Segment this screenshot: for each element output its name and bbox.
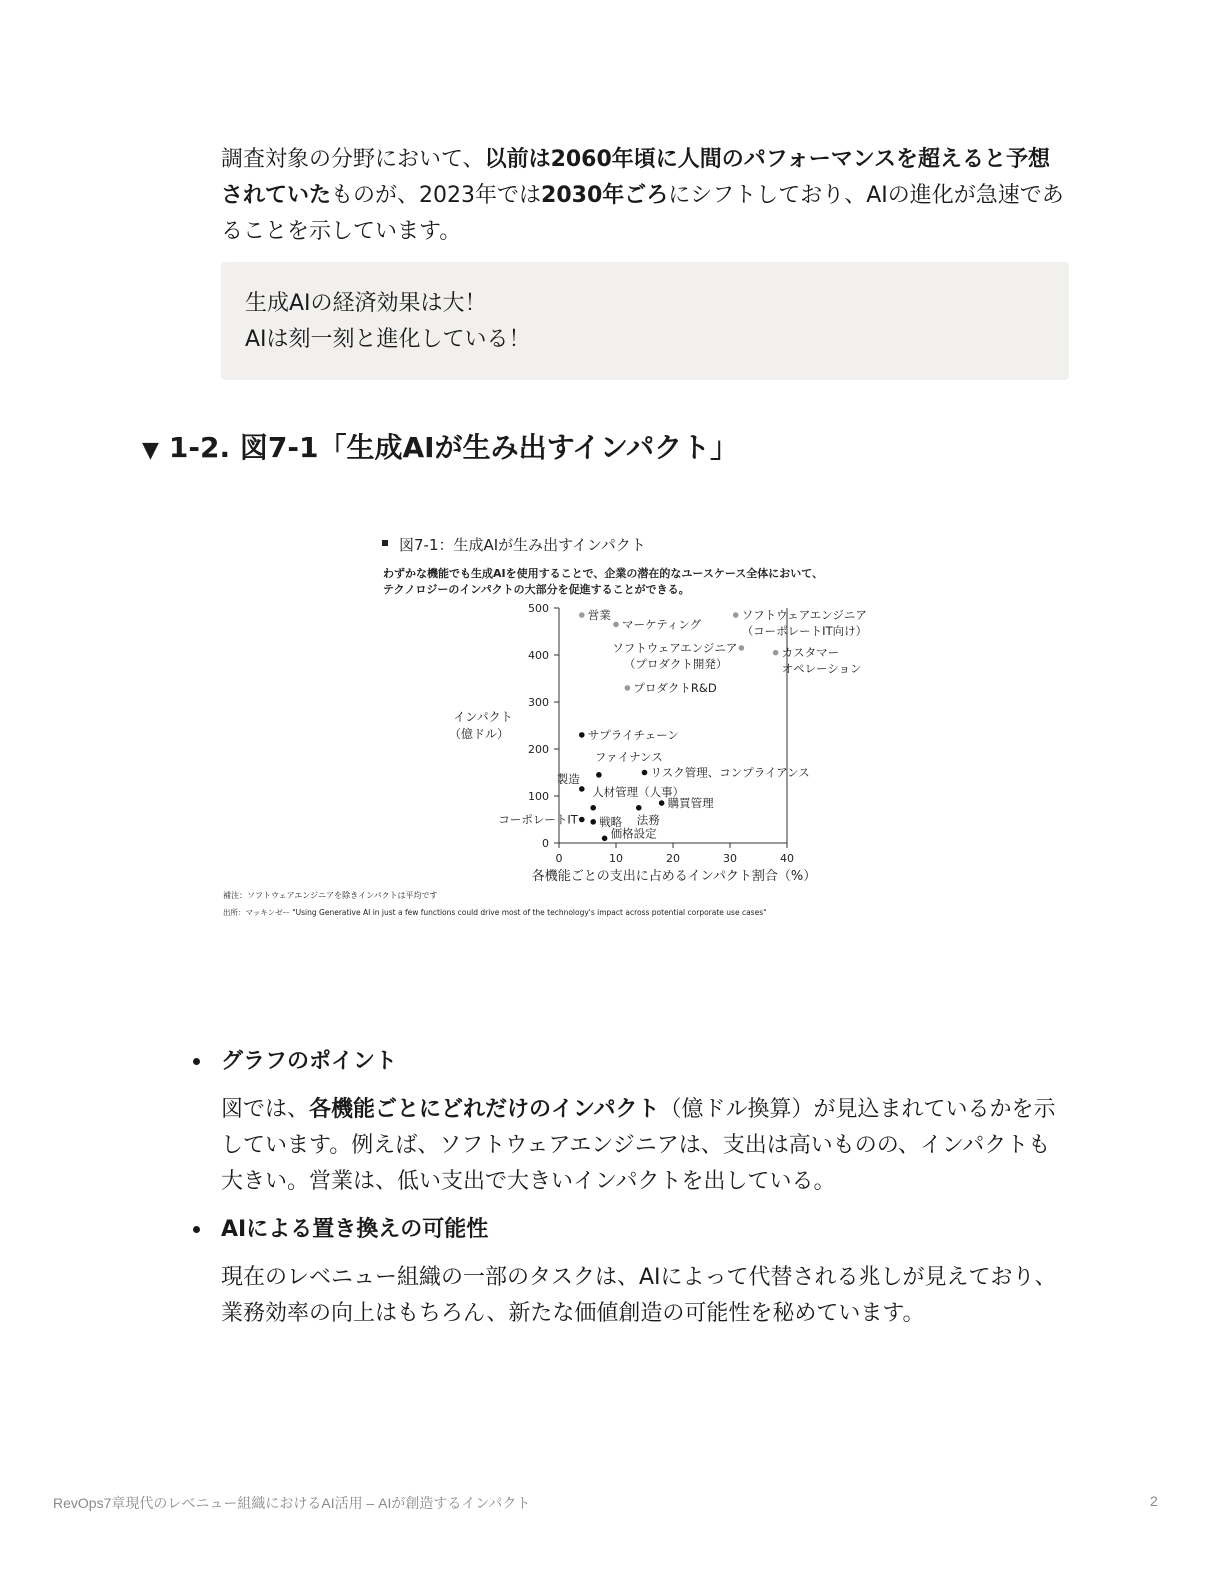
x-axis-label: 各機能ごとの支出に占めるインパクト割合（%） [531,869,817,884]
footer-title: RevOps7章現代のレベニュー組織におけるAI活用 – AIが創造するインパクト [53,1495,531,1511]
section-heading-text: 1-2. 図7-1「生成AIが生み出すインパクト」 [168,431,739,464]
x-tick-label: 0 [555,852,563,865]
data-point [613,622,619,628]
callout-line-1: 生成AIの経済効果は大！ [245,291,487,316]
figure-subtitle-2: テクノロジーのインパクトの大部分を促進することができる。 [383,583,690,596]
bullet-1-bold: 各機能ごとにどれだけのインパクト [309,1097,660,1122]
bullet-2-body: 現在のレベニュー組織の一部のタスクは、AIによって代替される兆しが見えており、業務効率の向上はもちろん、新たな価値創造の可能性を秘めています。 [221,1265,1057,1326]
data-point [642,770,648,776]
bullet-dot-icon [193,1058,200,1065]
data-point [596,772,602,778]
bullet-dot-icon [193,1226,200,1233]
section-heading [142,428,738,471]
bullet-1-title: グラフのポイント [221,1049,398,1074]
figure-bullet-icon [382,540,388,546]
data-point [659,800,665,806]
data-point-label: 価格設定 [610,826,657,841]
y-tick-label: 200 [528,743,549,756]
data-point-label: ソフトウェアエンジニア [741,608,867,623]
data-point-label-2: （プロダクト開発） [623,656,728,671]
y-tick-label: 400 [528,649,549,662]
data-point-label-2: （コーポレートIT向け） [741,624,868,639]
data-point-label: 営業 [587,608,611,623]
intro-bold-2: 2030年ごろ [541,183,669,208]
y-axis-label-2: （億ドル） [448,727,510,741]
y-axis-label-1: インパクト [453,710,513,724]
data-point [579,612,585,618]
data-point-label: 法務 [636,812,660,827]
data-point [590,805,596,811]
page-number: 2 [1150,1493,1158,1509]
x-tick-label: 40 [780,852,794,865]
data-point [636,805,642,811]
data-point-label: コーポレートIT [498,812,578,827]
bullet-1-body: 図では、各機能ごとにどれだけのインパクト（億ドル換算）が見込まれているかを示しています。例えば、ソフトウェアエンジニアは、支出は高いものの、インパクトも大きい。営業は、低い支出で大きいインパクトを出している。 [221,1097,1056,1194]
figure-source: 出所：マッキンゼー "Using Generative AI in just a few functions could drive most of the technology's impact across potential corporate use cases" [223,908,767,917]
data-point [579,786,585,792]
scatter-chart [221,530,921,930]
data-point-label: ソフトウェアエンジニア [612,640,738,655]
y-tick-label: 300 [528,696,549,709]
figure-7-1 [221,530,921,930]
data-point-label: リスク管理、コンプライアンス [650,765,810,780]
data-point-label: ファイナンス [594,749,663,764]
figure-subtitle-1: わずかな機能でも生成AIを使用することで、企業の潜在的なユースケース全体において、 [383,567,824,580]
data-point-label: カスタマー [781,645,840,660]
data-point-label: マーケティング [622,617,702,632]
figure-title: 図7-1：生成AIが生み出すインパクト [399,536,646,554]
bullet-2-title: AIによる置き換えの可能性 [221,1217,489,1242]
y-tick-label: 100 [528,790,549,803]
data-point [625,685,631,691]
callout-box [221,262,1069,380]
intro-paragraph: 調査対象の分野において、以前は2060年頃に人間のパフォーマンスを超えると予想されていたものが、2023年では2030年ごろにシフトしており、AIの進化が急速であることを示しています。 [221,147,1064,244]
data-point [579,817,585,823]
intro-bold-1: 以前は2060年頃に人間のパフォーマンスを超えると予想されていた [221,147,1051,208]
data-point-label: 戦略 [599,814,623,829]
data-point-label: サプライチェーン [587,727,679,742]
x-tick-label: 30 [723,852,737,865]
data-point [602,836,608,842]
data-point-label: プロダクトR&D [633,680,717,695]
data-point [739,645,745,651]
data-point [579,732,585,738]
x-tick-label: 20 [666,852,680,865]
data-point-label-2: オペレーション [781,661,862,676]
data-point-label: 購買管理 [667,796,714,811]
data-point [733,612,739,618]
y-tick-label: 500 [528,602,549,615]
toggle-triangle-icon[interactable]: ▼ [142,438,159,463]
x-tick-label: 10 [609,852,623,865]
data-point [590,819,596,825]
data-point-label: 人材管理（人事） [592,784,685,799]
callout-line-2: AIは刻一刻と進化している！ [245,327,531,352]
y-tick-label: 0 [542,837,549,850]
figure-note: 補注：ソフトウェアエンジニアを除きインパクトは平均です [223,891,438,900]
data-point [773,650,779,656]
data-point-label: 製造 [556,771,580,786]
